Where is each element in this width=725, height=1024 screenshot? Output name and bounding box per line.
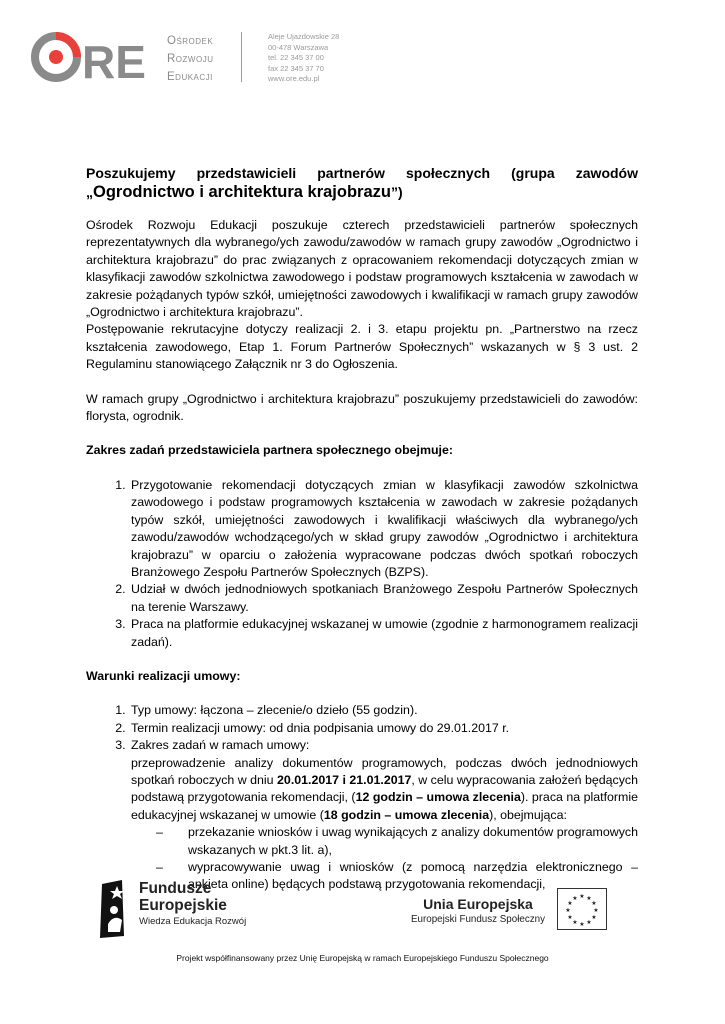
svg-text:★: ★ bbox=[567, 900, 573, 907]
intro-paragraph: Ośrodek Rozwoju Edukacji poszukuje czterech przedstawicieli partnerów społecznych reprezentatywnych dla wybranego/ych zawodu/zawodów w ramach grupy zawodów „Ogrodnictwo i architektura krajobrazu” do prac związanych z opracowaniem rekomendacji dotyczących zmian w klasyfikacji zawodów szkolnictwa zawodowego i podstaw programowych kształcenia w zawodach w zakresie pożądanych typów szkół, umiejętności zawodowych i kwalifikacji w ramach grupy zawodów „Ogrodnictwo i architektura krajobrazu”. bbox=[86, 218, 638, 320]
hours-badge: 12 godzin – umowa zlecenia bbox=[355, 790, 521, 805]
scope-text: ), obejmująca: bbox=[489, 807, 567, 822]
scope-description bbox=[131, 755, 638, 825]
fe-emblem-icon bbox=[100, 880, 134, 938]
svg-text:★: ★ bbox=[565, 907, 571, 914]
svg-text:★: ★ bbox=[579, 921, 585, 928]
page-footer bbox=[0, 876, 725, 1024]
title-close: ”) bbox=[390, 184, 403, 200]
svg-text:★: ★ bbox=[567, 914, 573, 921]
list-item: 1. Przygotowanie rekomendacji dotyczących zmian w klasyfikacji zawodów szkolnictwa zawodowego i podstaw programowych kształcenia w zawodach w zakresie pożądanych typów szkół, umiejętności zawodowych i kwalifikacji właściwych dla wybranego/ych zawodu/zawodów wchodzącego/ych w skład grupy zawodów „Ogrodnictwo i architektura krajobrazu” w oparciu o założenia wypracowane podczas dwóch spotkań roboczych Branżowego Zespołu Partnerów Społecznych (BZPS). bbox=[129, 477, 638, 581]
intro-paragraph: W ramach grupy „Ogrodnictwo i architektura krajobrazu” poszukujemy przedstawicieli do zawodów: florysta, ogrodnik. bbox=[86, 391, 638, 424]
svg-text:★: ★ bbox=[586, 895, 592, 902]
svg-text:★: ★ bbox=[593, 907, 599, 914]
scope-text: przeprowadzenie analizy dokumentów programowych, podczas dwóch jednodniowych spotkań roboczych w dniu bbox=[131, 755, 638, 787]
doc-title-line2 bbox=[86, 182, 638, 202]
scope-text: ). praca na platformie edukacyjnej wskazanej w umowie ( bbox=[131, 790, 639, 822]
svg-text:★: ★ bbox=[586, 919, 592, 926]
letterhead-divider bbox=[241, 32, 242, 82]
list-item: 3. Praca na platformie edukacyjnej wskazanej w umowie (zgodnie z harmonogramem realizacji zadań). bbox=[129, 616, 638, 651]
address-line: tel. 22 345 37 00 bbox=[268, 53, 324, 62]
fe-subtitle: Wiedza Edukacja Rozwój bbox=[139, 916, 247, 927]
tasks-heading: Zakres zadań przedstawiciela partnera społecznego obejmuje: bbox=[86, 443, 454, 458]
title-group-name: Ogrodnictwo i architektura krajobrazu bbox=[93, 183, 391, 201]
list-item: 2. Udział w dwóch jednodniowych spotkaniach Branżowego Zespołu Partnerów Społecznych na terenie Warszawy. bbox=[129, 581, 638, 616]
svg-text:★: ★ bbox=[591, 914, 597, 921]
scope-text: , w celu wypracowania założeń będących podstawą przygotowania rekomendacji, ( bbox=[131, 772, 638, 805]
list-item: 2. Termin realizacji umowy: od dnia podpisania umowy do 29.01.2017 r. bbox=[129, 720, 638, 737]
org-name-line: Rozwoju bbox=[167, 53, 214, 65]
list-item bbox=[129, 737, 638, 824]
address-line: 00-478 Warszawa bbox=[268, 42, 329, 52]
intro-paragraph: Postępowanie rekrutacyjne dotyczy realizacji 2. i 3. etapu projektu pn. „Partnerstwo na rzecz kształcenia zawodowego, Etap 1. Forum Partnerów Społecznych” wskazanych w § 3 ust. 2 Regulaminu stanowiącego Załącznik nr 3 do Ogłoszenia. bbox=[86, 322, 638, 372]
address-line: www.ore.edu.pl bbox=[268, 74, 320, 83]
document-body bbox=[86, 164, 638, 894]
cofinancing-note: Projekt współfinansowany przez Unię Europejską w ramach Europejskiego Funduszu Społecznego bbox=[176, 953, 549, 963]
dash-item: – przekazanie wniosków i uwag wynikających z analizy dokumentów programowych wskazanych w pkt.3 lit. a), bbox=[156, 824, 638, 859]
svg-text:★: ★ bbox=[572, 919, 578, 926]
address-line: Aleje Ujazdowskie 28 bbox=[268, 32, 340, 41]
hours-badge: 18 godzin – umowa zlecenia bbox=[323, 807, 490, 822]
conditions-list bbox=[86, 702, 638, 824]
list-item-label: 3. Zakres zadań w ramach umowy: bbox=[131, 738, 310, 753]
org-address bbox=[268, 32, 339, 85]
letterhead bbox=[30, 28, 430, 88]
fe-title: Europejskie bbox=[139, 897, 227, 914]
address-line: fax 22 345 37 70 bbox=[268, 63, 324, 73]
ue-title: Unia Europejska bbox=[423, 896, 533, 912]
meeting-dates: 20.01.2017 i 21.01.2017 bbox=[277, 772, 412, 787]
doc-title-line1: Poszukujemy przedstawicieli partnerów społecznych (grupa zawodów bbox=[86, 165, 638, 181]
svg-text:★: ★ bbox=[572, 895, 578, 902]
title-open-quote: „ bbox=[86, 184, 93, 200]
svg-text:RE: RE bbox=[82, 36, 146, 86]
ue-label bbox=[408, 896, 548, 925]
conditions-heading: Warunki realizacji umowy: bbox=[86, 668, 241, 683]
ue-subtitle: Europejski Fundusz Społeczny bbox=[411, 914, 545, 925]
fe-title: Fundusze bbox=[139, 880, 212, 897]
fundusze-europejskie-logo bbox=[100, 880, 300, 940]
eu-flag-icon bbox=[557, 888, 607, 930]
org-name-line: Ośrodek bbox=[167, 35, 214, 47]
svg-text:★: ★ bbox=[591, 900, 597, 907]
list-item: 1. Typ umowy: łączona – zlecenie/o dzieło (55 godzin). bbox=[129, 702, 638, 719]
svg-text:★: ★ bbox=[579, 893, 585, 900]
org-name bbox=[167, 32, 213, 86]
org-name-line: Edukacji bbox=[167, 71, 213, 83]
dash-item: – wypracowywanie uwag i wniosków (z pomocą narzędzia elektronicznego – ankieta online) będących podstawą przygotowania rekomendacji, bbox=[156, 859, 638, 894]
ore-logo bbox=[30, 30, 160, 86]
tasks-list bbox=[86, 477, 638, 651]
